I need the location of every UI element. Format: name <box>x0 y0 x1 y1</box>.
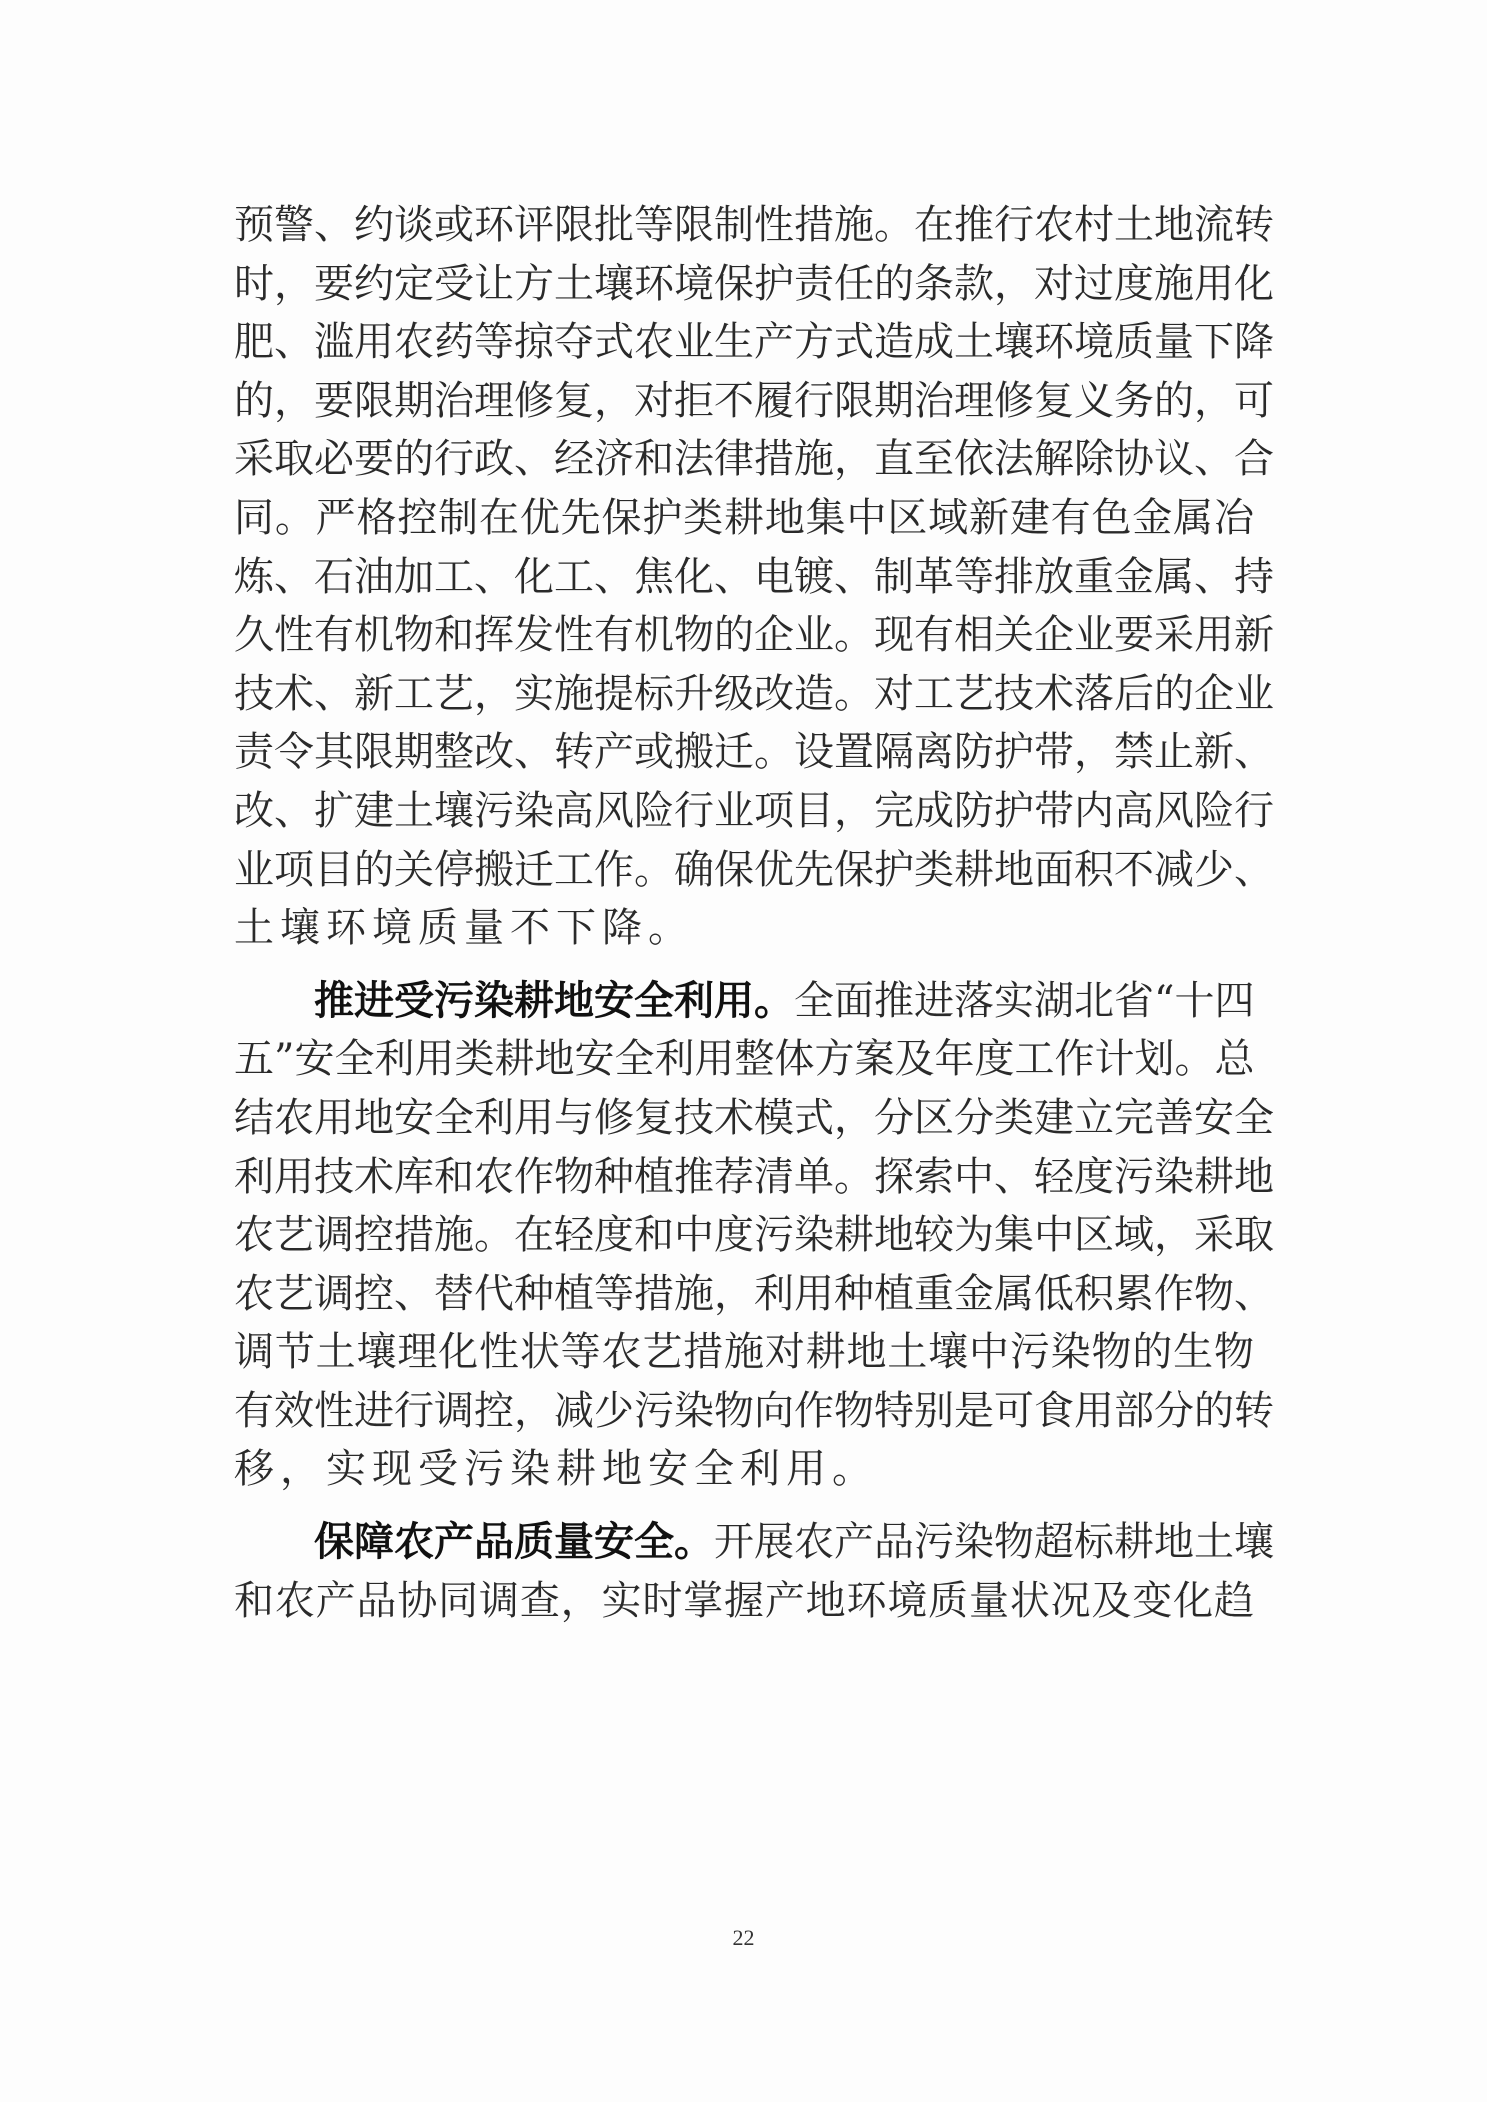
text-line: 有效性进行调控，减少污染物向作物特别是可食用部分的转 <box>234 1387 1274 1434</box>
text-line: 移，实现受污染耕地安全利用。 <box>234 1446 878 1493</box>
text-line <box>234 1513 1274 1572</box>
text-line: 调节土壤理化性状等农艺措施对耕地土壤中污染物的生物 <box>234 1329 1254 1376</box>
text-line: 预警、约谈或环评限批等限制性措施。在推行农村土地流转 <box>234 202 1274 248</box>
text-line: 时，要约定受让方土壤环境保护责任的条款，对过度施用化 <box>234 260 1274 307</box>
body-text <box>234 196 1274 1630</box>
text-span: 开展农产品污染物超标耕地土壤 <box>714 1519 1274 1566</box>
text-line: 和农产品协同调查，实时掌握产地环境质量状况及变化趋 <box>234 1577 1254 1624</box>
text-line: 土壤环境质量不下降。 <box>234 905 694 952</box>
text-line: 的，要限期治理修复，对拒不履行限期治理修复义务的，可 <box>234 377 1274 424</box>
text-line: 利用技术库和农作物种植推荐清单。探索中、轻度污染耕地 <box>234 1153 1274 1200</box>
text-line: 责令其限期整改、转产或搬迁。设置隔离防护带，禁止新、 <box>234 729 1274 776</box>
paragraph-1 <box>234 196 1274 958</box>
text-line: 农艺调控措施。在轻度和中度污染耕地较为集中区域，采取 <box>234 1212 1274 1259</box>
text-line: 农艺调控、替代种植等措施，利用种植重金属低积累作物、 <box>234 1270 1274 1317</box>
text-span: 全面推进落实湖北省“十四 <box>794 977 1255 1024</box>
text-line: 久性有机物和挥发性有机物的企业。现有相关企业要采用新 <box>234 612 1274 659</box>
paragraph-2 <box>234 972 1274 1499</box>
text-line: 业项目的关停搬迁工作。确保优先保护类耕地面积不减少、 <box>234 846 1274 893</box>
section-heading: 推进受污染耕地安全利用。 <box>314 976 794 1024</box>
text-line: 炼、石油加工、化工、焦化、电镀、制革等排放重金属、持 <box>234 553 1274 600</box>
text-line: 技术、新工艺，实施提标升级改造。对工艺技术落后的企业 <box>234 670 1274 717</box>
section-heading: 保障农产品质量安全。 <box>314 1518 714 1566</box>
text-line: 同。严格控制在优先保护类耕地集中区域新建有色金属冶 <box>234 494 1254 541</box>
text-line: 采取必要的行政、经济和法律措施，直至依法解除协议、合 <box>234 436 1274 483</box>
page-number: 22 <box>732 1925 755 1950</box>
text-line: 结农用地安全利用与修复技术模式，分区分类建立完善安全 <box>234 1094 1274 1141</box>
paragraph-3 <box>234 1513 1274 1630</box>
text-line: 改、扩建土壤污染高风险行业项目，完成防护带内高风险行 <box>234 787 1274 834</box>
text-line: 五”安全利用类耕地安全利用整体方案及年度工作计划。总 <box>234 1036 1255 1083</box>
text-line <box>234 972 1254 1031</box>
text-line: 肥、滥用农药等掠夺式农业生产方式造成土壤环境质量下降 <box>234 319 1274 366</box>
